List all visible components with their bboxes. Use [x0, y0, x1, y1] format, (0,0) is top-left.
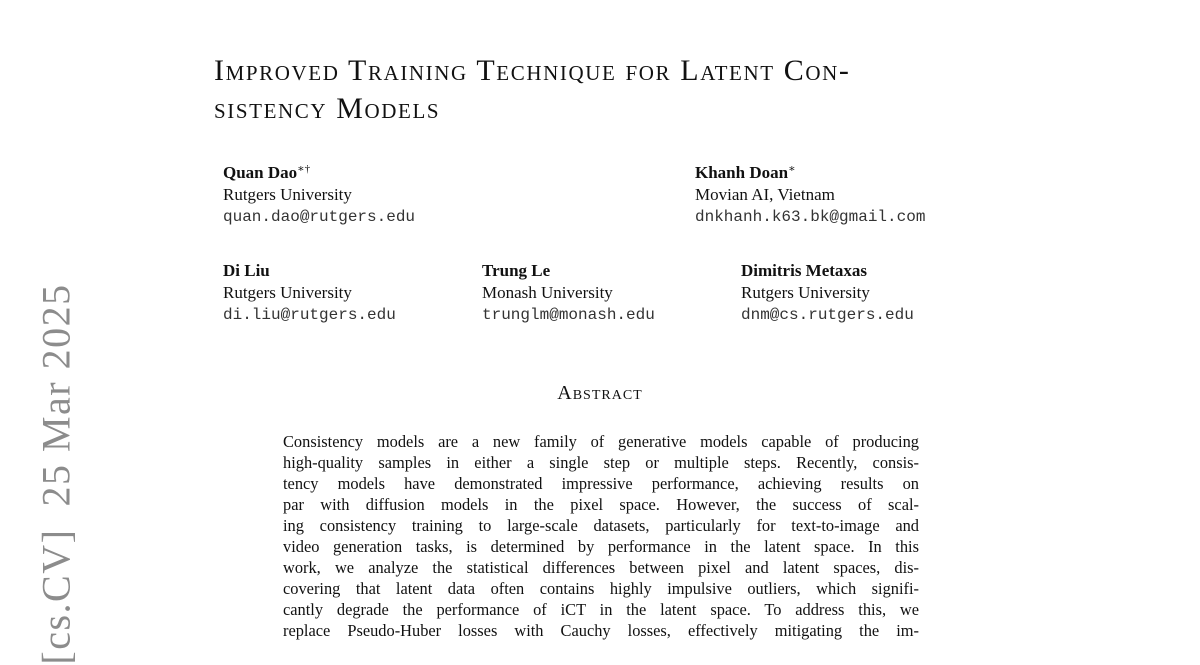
author-name: Di Liu: [223, 261, 270, 280]
abstract-heading: Abstract: [557, 382, 643, 404]
author-block-trung-le: [482, 260, 655, 326]
abstract-line: tency models have demonstrated impressive performance, achieving results on: [283, 474, 919, 493]
paper-title-line-1: Improved Training Technique for Latent Con-: [214, 54, 851, 87]
author-affiliation: Monash University: [482, 283, 613, 302]
author-name: Trung Le: [482, 261, 551, 280]
abstract-body: [283, 431, 919, 641]
abstract-line: cantly degrade the performance of iCT in the latent space. To address this, we: [283, 600, 919, 619]
author-email[interactable]: dnkhanh.k63.bk@gmail.com: [695, 208, 926, 226]
abstract-line: ing consistency training to large-scale datasets, particularly for text-to-image and: [283, 516, 919, 535]
author-name-text: Khanh Doan: [695, 163, 789, 182]
arxiv-category: [cs.CV]: [33, 528, 79, 665]
author-block-di-liu: [223, 260, 396, 326]
abstract-line: Consistency models are a new family of generative models capable of producing: [283, 432, 919, 451]
author-block-khanh-doan: [695, 162, 925, 228]
author-email[interactable]: quan.dao@rutgers.edu: [223, 208, 416, 226]
author-affiliation: Rutgers University: [223, 185, 352, 204]
abstract-line: par with diffusion models in the pixel space. However, the success of scal-: [283, 495, 919, 514]
author-name: [223, 162, 415, 184]
abstract-line: video generation tasks, is determined by performance in the latent space. In this: [283, 537, 919, 556]
abstract-line: high-quality samples in either a single step or multiple steps. Recently, consis-: [283, 453, 919, 472]
author-email[interactable]: dnm@cs.rutgers.edu: [741, 306, 914, 324]
paper-title-line-2: sistency Models: [214, 92, 441, 125]
arxiv-identifier-stamp: [33, 283, 80, 664]
author-footnote-marks: ∗: [788, 163, 796, 175]
author-block-quan-dao: [223, 162, 415, 228]
author-email[interactable]: trunglm@monash.edu: [482, 306, 655, 324]
arxiv-date: 25 Mar 2025: [33, 283, 79, 507]
author-name-text: Quan Dao: [223, 163, 298, 182]
author-name: Dimitris Metaxas: [741, 261, 868, 280]
author-email[interactable]: di.liu@rutgers.edu: [223, 306, 396, 324]
author-block-dimitris-metaxas: [741, 260, 914, 326]
author-affiliation: Rutgers University: [741, 283, 870, 302]
abstract-line: work, we analyze the statistical differences between pixel and latent spaces, dis-: [283, 558, 919, 577]
author-name: [695, 162, 925, 184]
author-affiliation: Rutgers University: [223, 283, 352, 302]
abstract-line: covering that latent data often contains highly impulsive outliers, which signifi-: [283, 579, 919, 598]
author-footnote-marks: ∗†: [297, 163, 311, 175]
author-affiliation: Movian AI, Vietnam: [695, 185, 835, 204]
abstract-line: replace Pseudo-Huber losses with Cauchy losses, effectively mitigating the im-: [283, 621, 919, 640]
paper-title: [214, 52, 1034, 128]
